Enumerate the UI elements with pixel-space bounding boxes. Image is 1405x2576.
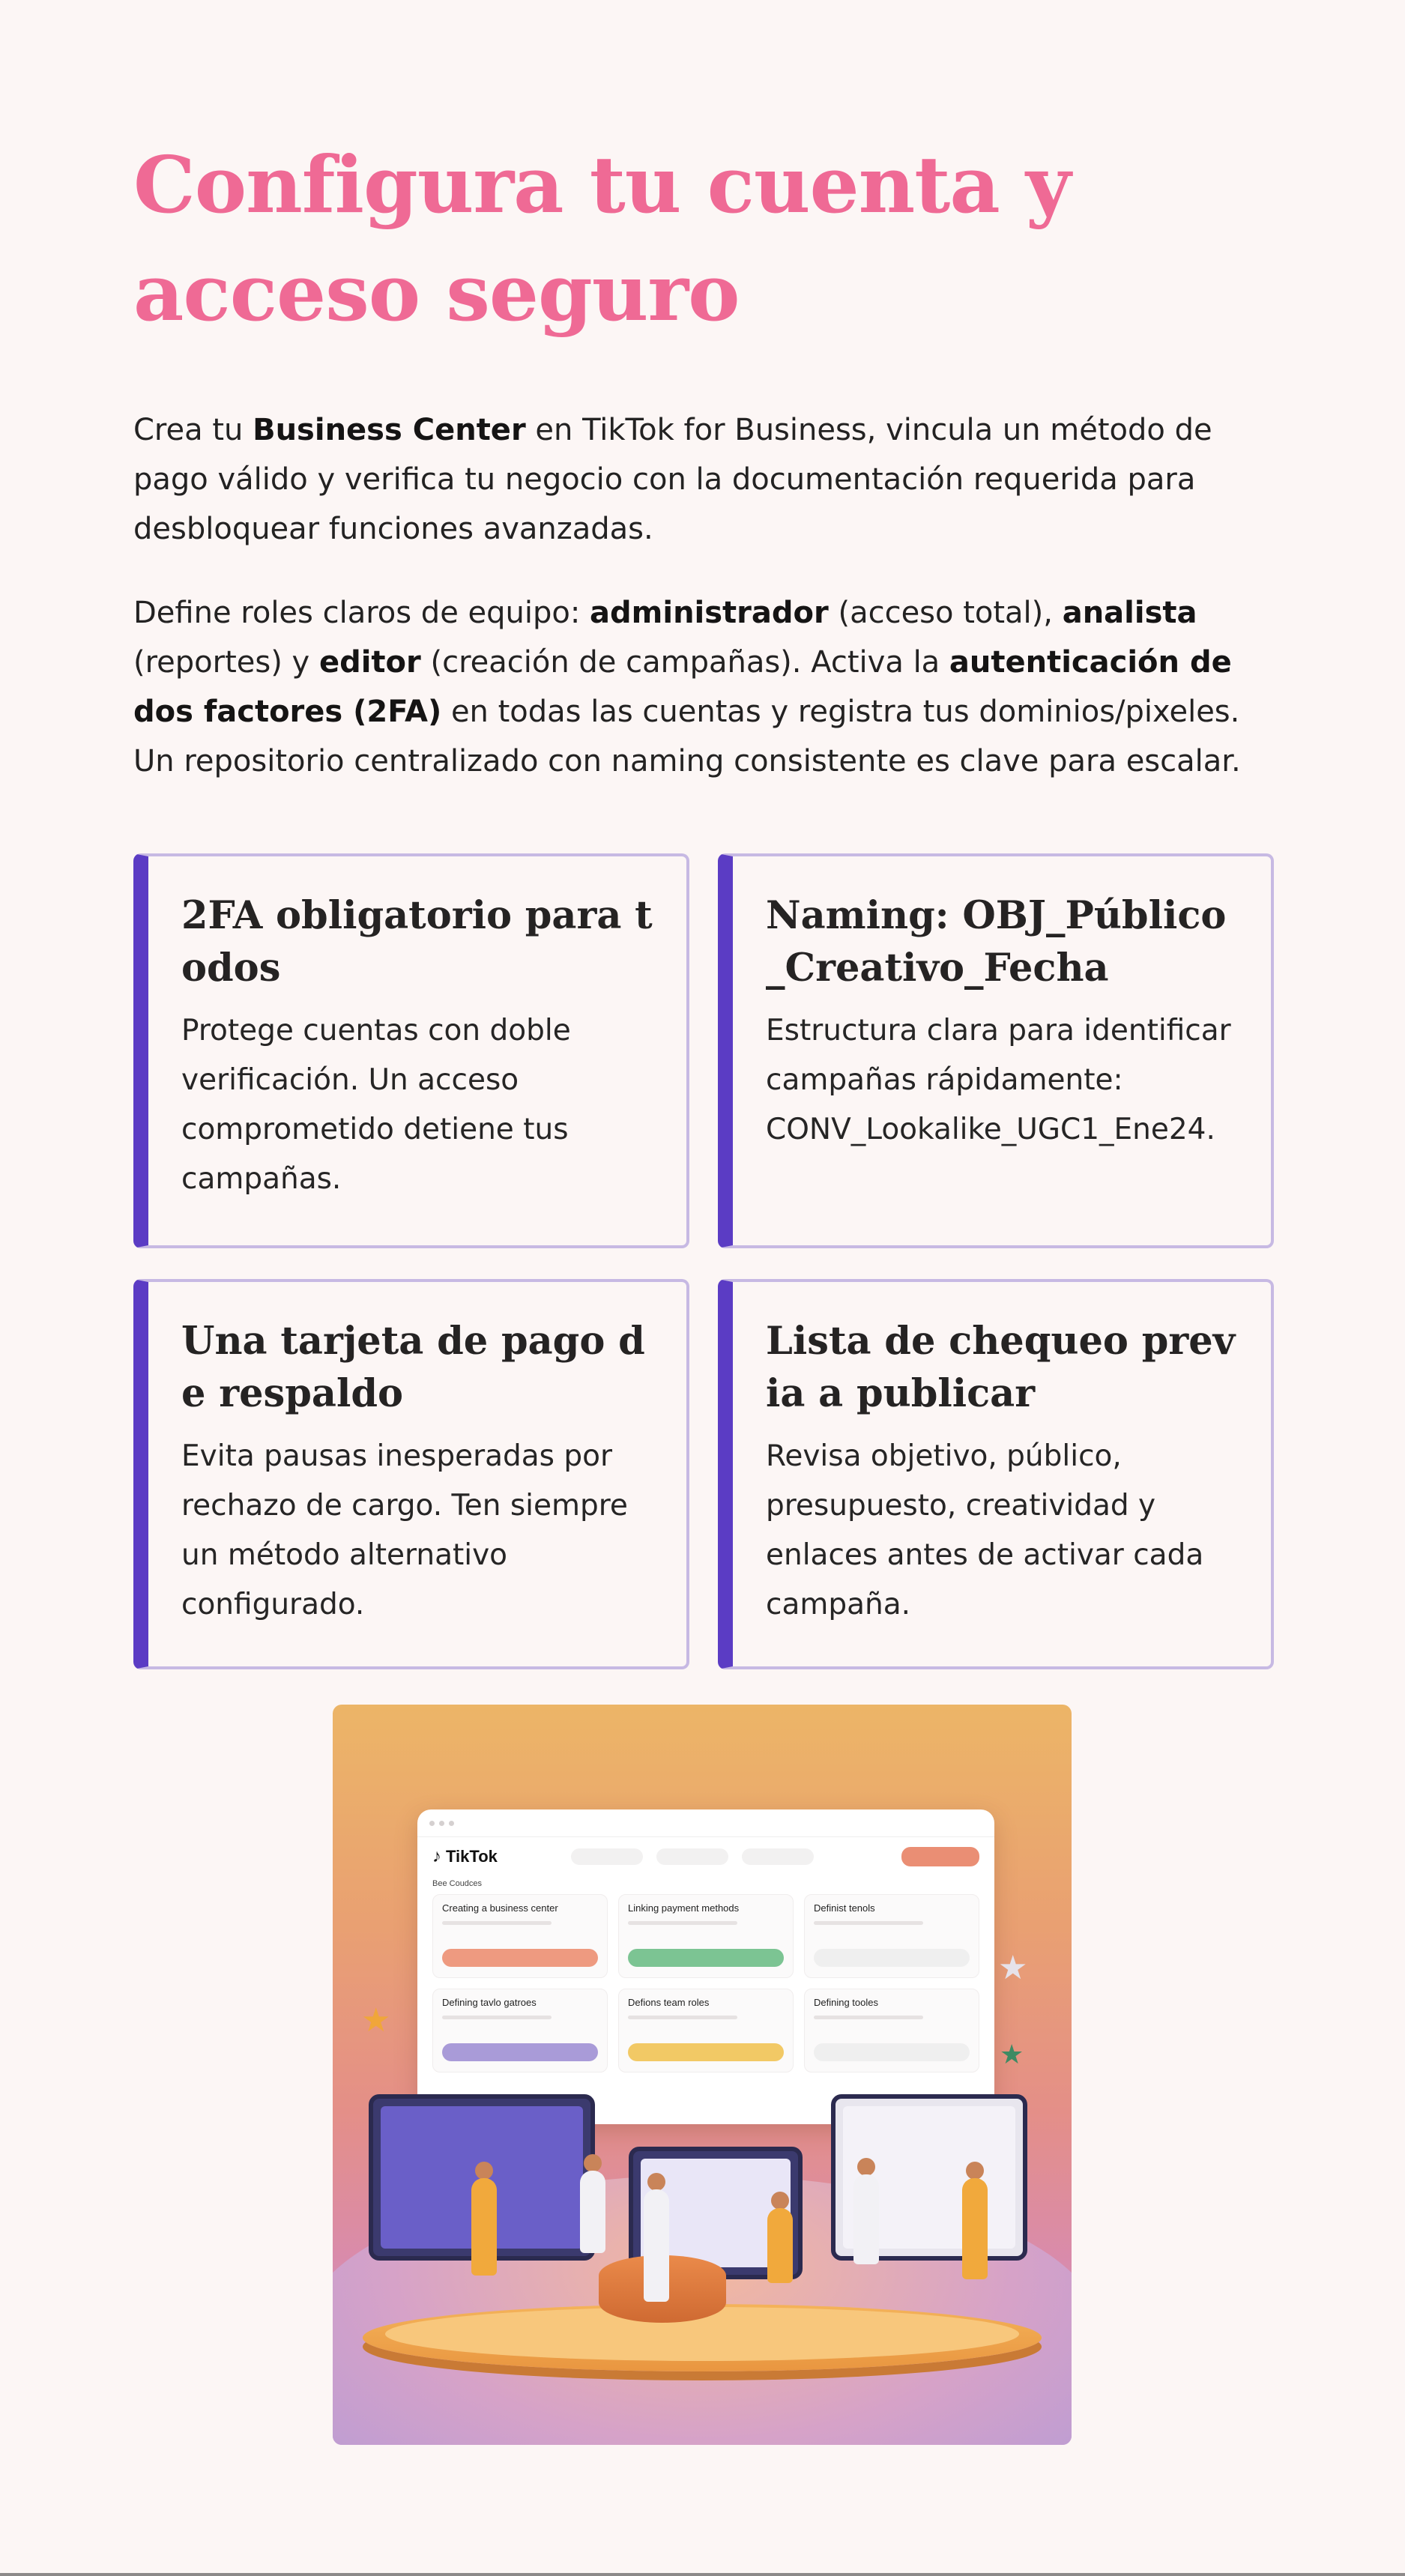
header-action-pill xyxy=(901,1847,979,1866)
dashboard-tile xyxy=(432,1989,608,2072)
intro-paragraph-2 xyxy=(133,588,1280,786)
tile-title: Linking payment methods xyxy=(628,1902,740,1914)
text-run: Crea tu xyxy=(133,413,253,447)
tip-card-checklist xyxy=(718,1279,1274,1669)
tip-card-backup-payment xyxy=(133,1279,689,1669)
person-figure xyxy=(644,2189,669,2302)
tile-grid xyxy=(417,1891,994,2075)
star-icon: ★ xyxy=(998,1949,1028,1987)
header-pill xyxy=(742,1848,814,1865)
person-figure xyxy=(580,2171,605,2253)
text-run: Define roles claros de equipo: xyxy=(133,596,590,630)
header-pill xyxy=(571,1848,643,1865)
card-text: Revisa objetivo, público, presupuesto, creatividad y enlaces antes de activar cada campaña. xyxy=(766,1439,1204,1621)
tiktok-note-icon: ♪ xyxy=(432,1846,441,1866)
person-head xyxy=(857,2158,875,2176)
tile-title: Defining tooles xyxy=(814,1997,878,2008)
intro-paragraph-1 xyxy=(133,405,1280,554)
bold-text: Business Center xyxy=(253,413,526,447)
page-bottom-divider xyxy=(0,2573,1405,2576)
bold-text: analista xyxy=(1062,596,1197,630)
tip-card-2fa xyxy=(133,853,689,1248)
dashboard-tile xyxy=(618,1989,794,2072)
window-section-label: Bee Coudces xyxy=(432,1879,483,1888)
person-head xyxy=(584,2154,602,2172)
window-header xyxy=(417,1837,994,1876)
dashboard-tile xyxy=(804,1989,979,2072)
tile-title: Creating a business center xyxy=(442,1902,558,1914)
text-run: (creación de campañas). Activa la xyxy=(420,645,949,680)
person-head xyxy=(771,2192,789,2210)
bold-text: administrador xyxy=(590,596,829,630)
dashboard-tile xyxy=(618,1894,794,1978)
tile-title: Defions team roles xyxy=(628,1997,710,2008)
card-title: Naming: OBJ_Público_Creativo_Fecha xyxy=(766,893,1227,991)
tile-title: Defining tavlo gatroes xyxy=(442,1997,537,2008)
person-figure xyxy=(471,2178,497,2276)
text-run: (reportes) y xyxy=(133,645,319,680)
card-title: Lista de chequeo previa a publicar xyxy=(766,1319,1236,1416)
person-head xyxy=(475,2162,493,2180)
text-run: en todas las cuentas y registra tus dominios/pixeles. Un repositorio centralizado con naming consistente es clave para escalar. xyxy=(133,695,1241,778)
person-head xyxy=(966,2162,984,2180)
text-run: en TikTok for Business, vincula un método de pago válido y verifica tu negocio con la documentación requerida para desbloquear funciones avanzadas. xyxy=(133,413,1212,546)
card-title: Una tarjeta de pago de respaldo xyxy=(181,1319,645,1416)
card-text: Estructura clara para identificar campañas rápidamente: CONV_Lookalike_UGC1_Ene24. xyxy=(766,1014,1231,1146)
text-run: (acceso total), xyxy=(828,596,1063,630)
bold-text: autenticación de dos factores (2FA) xyxy=(133,645,1232,729)
person-figure xyxy=(853,2174,879,2264)
star-icon: ★ xyxy=(1000,2040,1024,2070)
dashboard-tile xyxy=(804,1894,979,1978)
card-text: Protege cuentas con doble verificación. Un acceso comprometido detiene tus campañas. xyxy=(181,1014,571,1196)
card-title: 2FA obligatorio para todos xyxy=(181,893,653,991)
tiktok-logo-text: TikTok xyxy=(446,1847,498,1866)
person-figure xyxy=(962,2178,988,2279)
team-dashboard-illustration xyxy=(333,1705,1072,2445)
person-head xyxy=(647,2173,665,2191)
dashboard-tile xyxy=(432,1894,608,1978)
window-titlebar xyxy=(417,1809,994,1837)
person-figure xyxy=(767,2208,793,2283)
illustration-dashboard-window xyxy=(417,1809,994,2124)
star-icon: ★ xyxy=(361,2001,391,2040)
tile-title: Definist tenols xyxy=(814,1902,875,1914)
tip-card-naming xyxy=(718,853,1274,1248)
bold-text: editor xyxy=(318,645,421,680)
tiktok-logo xyxy=(432,1846,498,1867)
header-pill xyxy=(656,1848,728,1865)
page-title: Configura tu cuenta y acceso seguro xyxy=(133,139,1071,339)
card-text: Evita pausas inesperadas por rechazo de cargo. Ten siempre un método alternativo configurado. xyxy=(181,1439,628,1621)
